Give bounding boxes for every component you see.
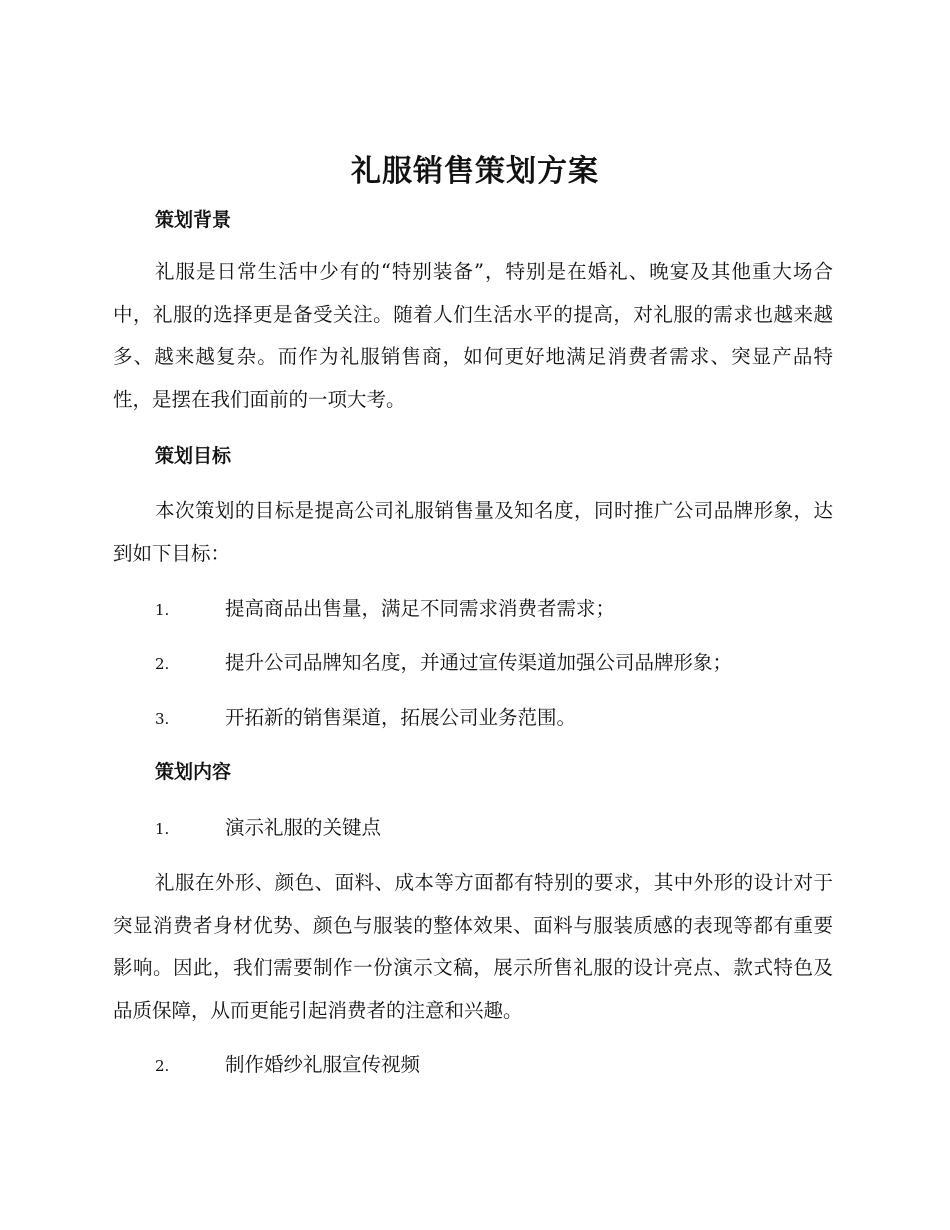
goal-item-1	[155, 594, 615, 625]
goal-item-1-text: 提高商品出售量，满足不同需求消费者需求；	[225, 597, 616, 620]
goal-item-2-number: 2.	[155, 655, 170, 673]
paragraph-goals: 本次策划的目标是提高公司礼服销售量及知名度，同时推广公司品牌形象，达到如下目标：	[113, 499, 833, 565]
content-item-1	[155, 813, 381, 844]
heading-content: 策划内容	[155, 761, 232, 783]
paragraph-background: 礼服是日常生活中少有的“特别装备”，特别是在婚礼、晚宴及其他重大场合中，礼服的选择更是备受关注。随着人们生活水平的提高，对礼服的需求也越来越多、越来越复杂。而作为礼服销售商，如何更好地满足消费者需求、突显产品特性，是摆在我们面前的一项大考。	[113, 260, 833, 411]
content-item-2-text: 制作婚纱礼服宣传视频	[225, 1053, 421, 1076]
goal-item-1-number: 1.	[155, 601, 170, 619]
heading-background: 策划背景	[155, 209, 232, 231]
heading-goals: 策划目标	[155, 445, 232, 467]
content-item-2	[155, 1050, 420, 1081]
goal-item-3	[155, 703, 576, 734]
goal-item-2	[155, 648, 732, 679]
content-item-1-number: 1.	[155, 820, 170, 838]
content-item-2-number: 2.	[155, 1057, 170, 1075]
goal-item-3-text: 开拓新的销售渠道，拓展公司业务范围。	[225, 706, 577, 729]
paragraph-content: 礼服在外形、颜色、面料、成本等方面都有特别的要求，其中外形的设计对于突显消费者身材优势、颜色与服装的整体效果、面料与服装质感的表现等都有重要影响。因此，我们需要制作一份演示文稿，展示所售礼服的设计亮点、款式特色及品质保障，从而更能引起消费者的注意和兴趣。	[113, 871, 833, 1022]
content-item-1-text: 演示礼服的关键点	[225, 816, 382, 839]
document-title: 礼服销售策划方案	[351, 154, 599, 189]
goal-item-3-number: 3.	[155, 710, 170, 728]
goal-item-2-text: 提升公司品牌知名度，并通过宣传渠道加强公司品牌形象；	[225, 651, 733, 674]
